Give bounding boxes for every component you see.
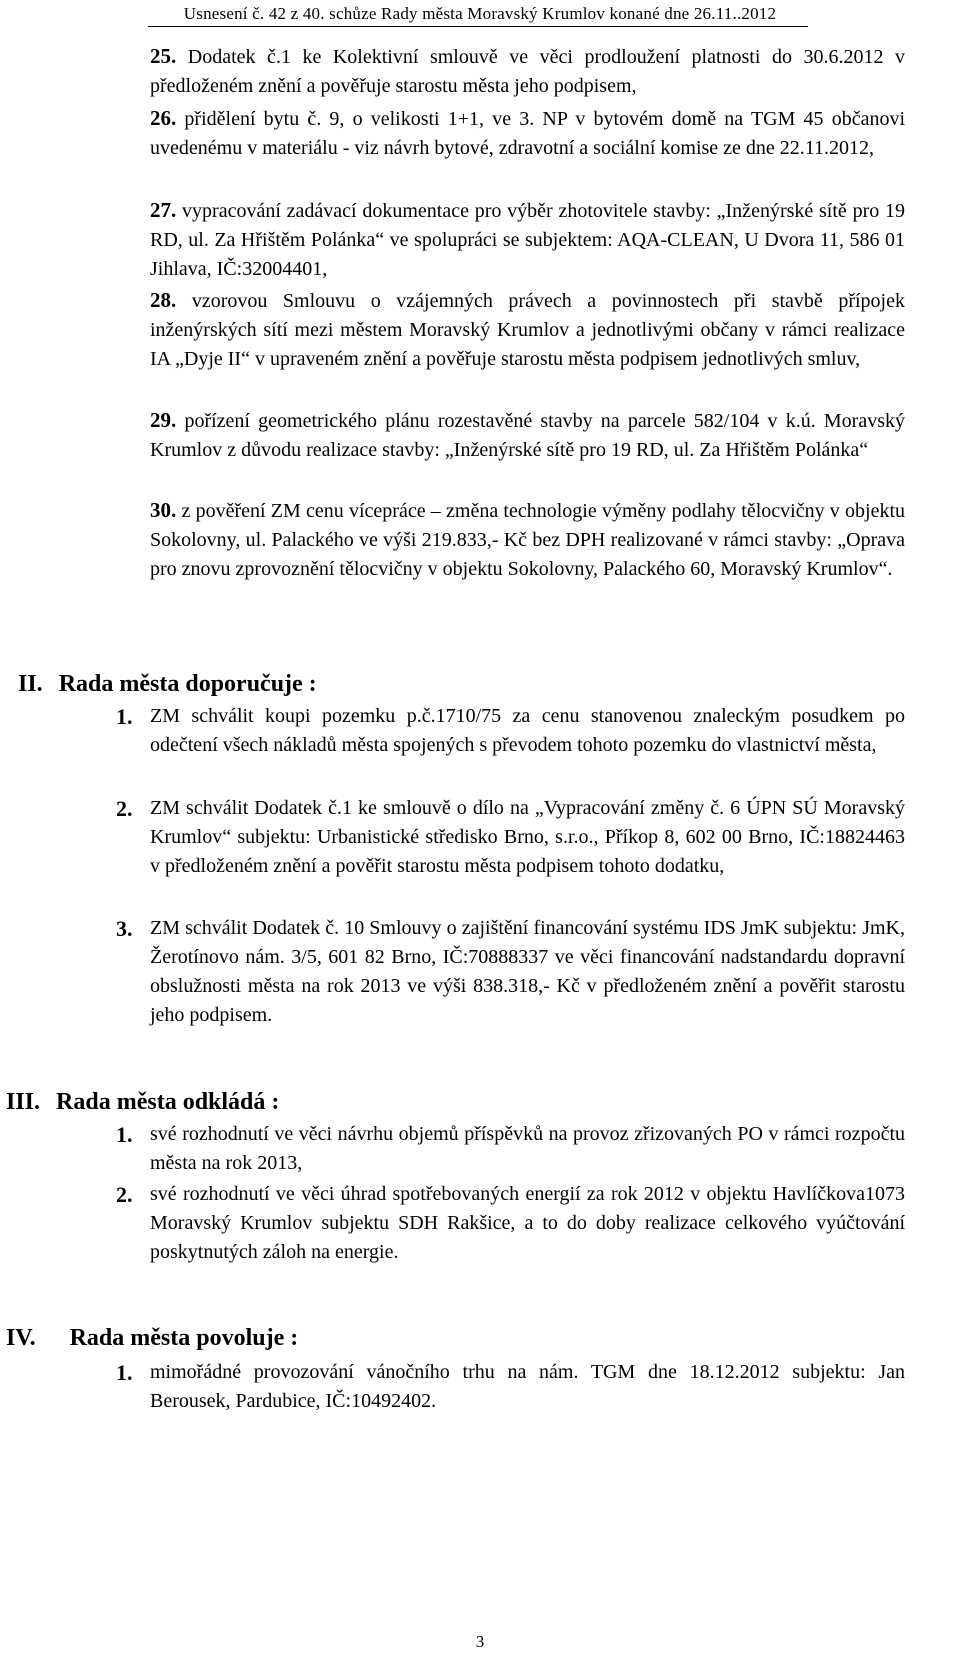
item-text: své rozhodnutí ve věci návrhu objemů příspěvků na provoz zřizovaných PO v rámci rozpočtu města na rok 2013,: [150, 1123, 905, 1174]
section-number: IV.: [6, 1325, 36, 1351]
item-number: 26.: [150, 106, 177, 130]
section-number: II.: [18, 671, 43, 697]
item-number: 29.: [150, 408, 177, 432]
item-text: své rozhodnutí ve věci úhrad spotřebovaných energií za rok 2012 v objektu Havlíčkova1073 Moravský Krumlov subjektu SDH Rakšice, a to do doby realizace celkového vyúčtování poskytnutých záloh na energie.: [150, 1183, 905, 1263]
list-item: [150, 406, 905, 465]
section-heading: [6, 1086, 279, 1118]
item-number: 25.: [150, 44, 177, 68]
section-heading: [6, 1322, 298, 1354]
item-text: mimořádné provozování vánočního trhu na nám. TGM dne 18.12.2012 subjektu: Jan Berousek, Pardubice, IČ:10492402.: [150, 1361, 905, 1412]
item-text: ZM schválit Dodatek č.1 ke smlouvě o dílo na „Vypracování změny č. 6 ÚPN SÚ Moravský Krumlov“ subjektu: Urbanistické středisko Brno, s.r.o., Příkop 8, 602 00 Brno, IČ:18824463 v předloženém znění a pověřit starostu města podpisem tohoto dodatku,: [150, 797, 905, 877]
list-item: [150, 42, 905, 101]
item-number: 1.: [116, 704, 133, 729]
item-text: pořízení geometrického plánu rozestavěné stavby na parcele 582/104 v k.ú. Moravský Krumlov z důvodu realizace stavby: „Inženýrské sítě pro 19 RD, ul. Za Hřištěm Polánka“: [150, 410, 906, 461]
list-item: [150, 196, 905, 284]
section-heading: [18, 668, 317, 700]
list-item: [150, 104, 905, 163]
section-title: Rada města povoluje :: [69, 1325, 299, 1351]
item-text: Dodatek č.1 ke Kolektivní smlouvě ve věci prodloužení platnosti do 30.6.2012 v předloženém znění a pověřuje starostu města jeho podpisem,: [150, 46, 905, 97]
item-text: z pověření ZM cenu vícepráce – změna technologie výměny podlahy tělocvičny v objektu Sokolovny, ul. Palackého ve výši 219.833,- Kč bez DPH realizované v rámci stavby: „Oprava pro znovu zprovoznění tělocvičny v objektu Sokolovny, Palackého 60, Moravský Krumlov“.: [150, 500, 906, 580]
list-item: [150, 496, 905, 584]
item-text: přidělení bytu č. 9, o velikosti 1+1, ve 3. NP v bytovém domě na TGM 45 občanovi uvedenému v materiálu - viz návrh bytové, zdravotní a sociální komise ze dne 22.11.2012,: [150, 108, 906, 159]
item-text: ZM schválit Dodatek č. 10 Smlouvy o zajištění financování systému IDS JmK subjektu: JmK, Žerotínovo nám. 3/5, 601 82 Brno, IČ:70888337 ve věci financování nadstandardu dopravní obslužnosti města na rok 2013 ve výši 838.318,- Kč v předloženém znění a pověřit starostu jeho podpisem.: [150, 917, 905, 1026]
item-number: 27.: [150, 198, 177, 222]
item-text: vzorovou Smlouvu o vzájemných právech a povinnostech při stavbě přípojek inženýrských sítí mezi městem Moravský Krumlov a jednotlivými občany v rámci realizace IA „Dyje II“ v upraveném znění a pověřuje starostu města podpisem jednotlivých smluv,: [150, 290, 905, 370]
page-header: Usnesení č. 42 z 40. schůze Rady města Moravský Krumlov konané dne 26.11..2012: [183, 4, 777, 23]
section-title: Rada města odkládá :: [56, 1089, 280, 1115]
item-number: 3.: [116, 916, 133, 941]
list-item: [150, 286, 905, 374]
section-number: III.: [6, 1089, 41, 1115]
item-number: 2.: [116, 1182, 133, 1207]
item-number: 30.: [150, 498, 177, 522]
page-number: 3: [475, 1632, 485, 1651]
section-title: Rada města doporučuje :: [58, 671, 317, 697]
item-number: 1.: [116, 1122, 133, 1147]
item-number: 28.: [150, 288, 177, 312]
item-text: vypracování zadávací dokumentace pro výběr zhotovitele stavby: „Inženýrské sítě pro 19 RD, ul. Za Hřištěm Polánka“ ve spolupráci se subjektem: AQA-CLEAN, U Dvora 11, 586 01 Jihlava, IČ:32004401,: [150, 200, 905, 280]
item-number: 1.: [116, 1360, 133, 1385]
item-number: 2.: [116, 796, 133, 821]
item-text: ZM schválit koupi pozemku p.č.1710/75 za cenu stanovenou znaleckým posudkem po odečtení všech nákladů města spojených s převodem tohoto pozemku do vlastnictví města,: [150, 705, 905, 756]
header-divider: [148, 26, 808, 27]
